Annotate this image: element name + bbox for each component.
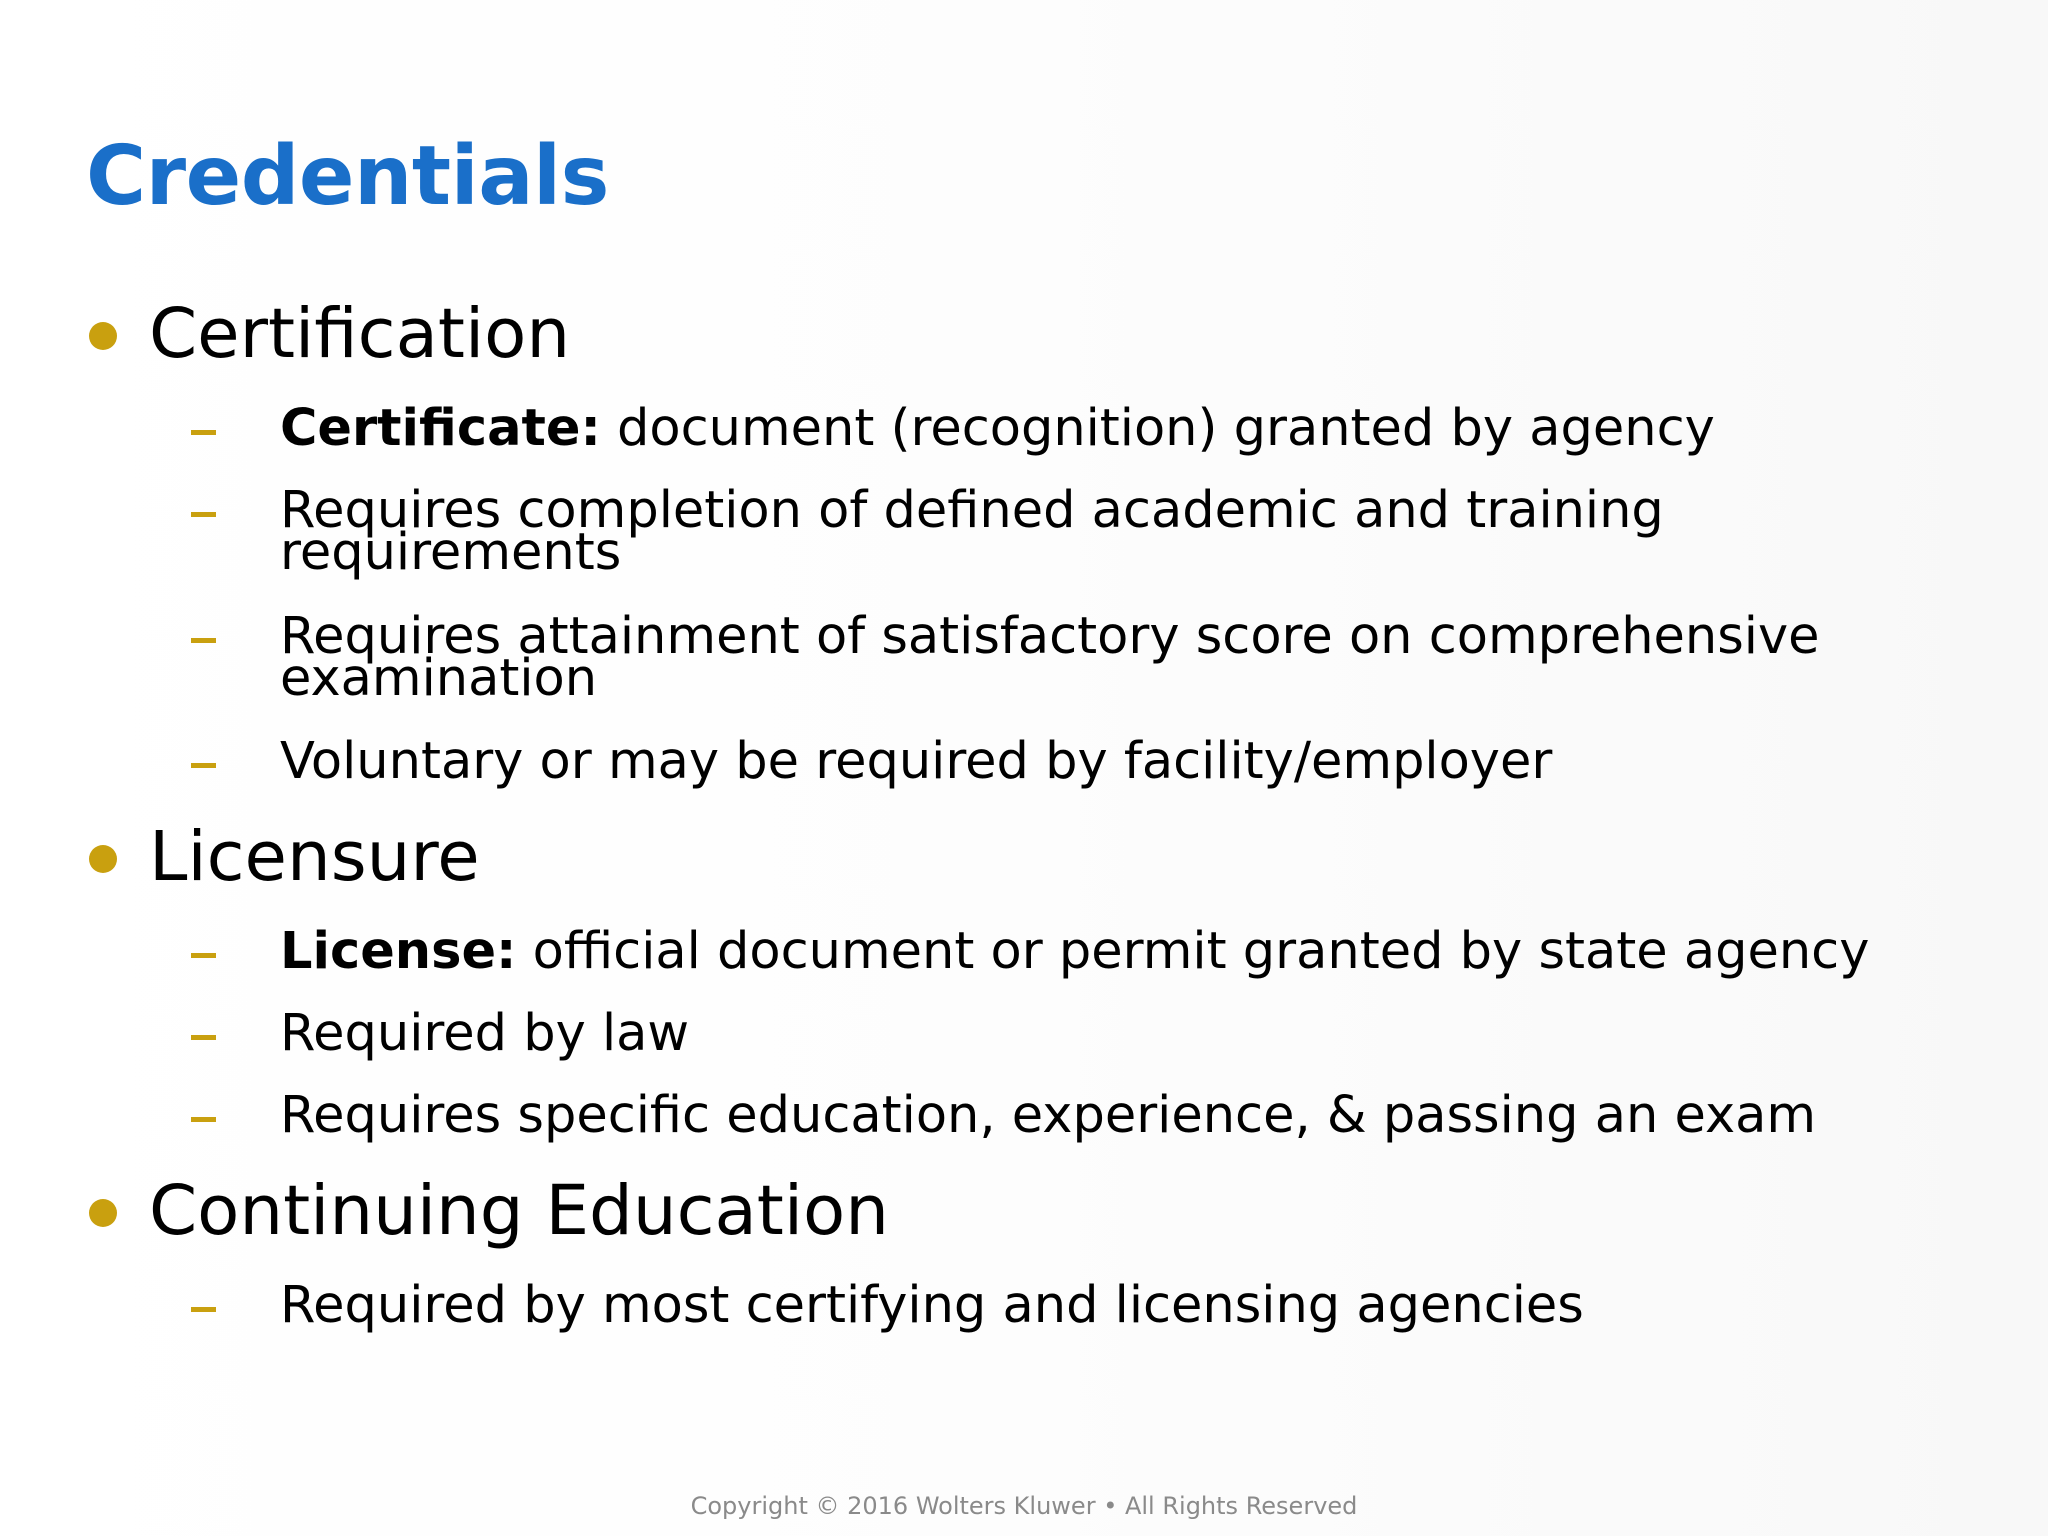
dash-icon	[191, 763, 216, 768]
sub-item-text: Requires specific education, experience, & passing an exam	[280, 1086, 1817, 1145]
dash-icon	[191, 430, 216, 435]
slide-title: Credentials	[86, 129, 609, 224]
sub-item-text	[280, 399, 1900, 458]
copyright-footer: Copyright © 2016 Wolters Kluwer • All Rights Reserved	[690, 1492, 1358, 1520]
bullet-dot-icon	[89, 1199, 117, 1227]
sub-item-text: Requires completion of defined academic and training requirements	[280, 481, 1664, 582]
bullet-heading: Licensure	[149, 817, 480, 897]
bullet-dot-icon	[89, 845, 117, 873]
sub-item-text: Required by most certifying and licensing agencies	[280, 1276, 1584, 1335]
dash-icon	[191, 638, 216, 643]
sub-item-text: Voluntary or may be required by facility/employer	[280, 732, 1553, 791]
sub-item-text: Requires attainment of satisfactory score on comprehensive examination	[280, 607, 1820, 708]
dash-icon	[191, 1117, 216, 1122]
dash-icon	[191, 1307, 216, 1312]
dash-icon	[191, 1035, 216, 1040]
sub-item-text	[280, 922, 1900, 981]
dash-icon	[191, 512, 216, 517]
sub-item-bold: Certificate:	[280, 399, 601, 458]
dash-icon	[191, 953, 216, 958]
sub-item-body: document (recognition) granted by agency	[600, 399, 1715, 458]
bullet-dot-icon	[89, 322, 117, 350]
sub-item-body: official document or permit granted by state agency	[516, 922, 1870, 981]
bullet-heading: Certification	[149, 294, 571, 374]
bullet-heading: Continuing Education	[149, 1171, 889, 1251]
sub-item-text: Required by law	[280, 1004, 690, 1063]
sub-item-bold: License:	[280, 922, 517, 981]
